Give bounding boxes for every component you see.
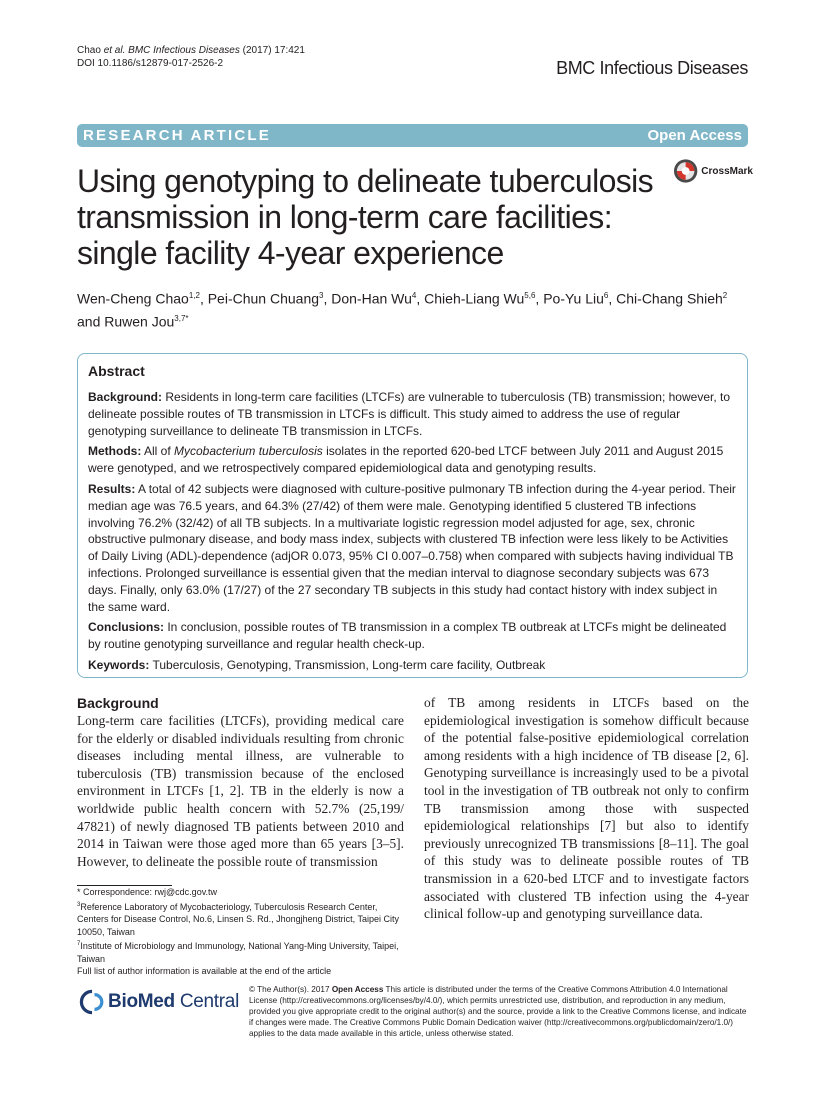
publisher-name: BioMed Central xyxy=(108,991,239,1012)
correspondence: * Correspondence: rwj@cdc.gov.tw xyxy=(77,887,218,897)
abstract-methods: Methods: All of Mycobacterium tuberculosis isolates in the reported 620-bed LTCF between July 2011 and August 2015 were genotyped, and we retrospectively compared epidemiological data and genotyping results. xyxy=(88,444,724,476)
author-name: Pei-Chun Chuang xyxy=(207,290,320,307)
author-name: Chi-Chang Shieh xyxy=(616,290,723,307)
title-line: Using genotyping to delineate tuberculosis xyxy=(77,163,654,199)
crossmark-icon xyxy=(673,158,698,184)
body-column-right xyxy=(424,694,749,923)
article-title xyxy=(77,163,677,271)
crossmark-badge[interactable] xyxy=(673,156,753,186)
publisher-logo xyxy=(79,984,239,1020)
abstract-background: Background: Residents in long-term care facilities (LTCFs) are vulnerable to tuberculosis (TB) transmission; however, to delineate possible routes of TB transmission in LTCFs is difficult. This study aimed to address the use of regular genotyping surveillance to delineate TB transmission in LTCFs. xyxy=(88,390,731,438)
biomed-central-logo-icon xyxy=(79,986,105,1018)
author-affiliation: 1,2 xyxy=(188,291,200,300)
author-affiliation: 2 xyxy=(722,291,728,300)
article-type-label: RESEARCH ARTICLE xyxy=(83,127,271,144)
author-affiliation: 5,6 xyxy=(524,291,536,300)
author-name: Po-Yu Liu xyxy=(543,290,604,307)
title-line: transmission in long-term care facilities: xyxy=(77,199,612,235)
abstract-box xyxy=(77,353,748,678)
affiliation-note: $^7$Institute of Microbiology and Immunology, National Yang-Ming University, Taipei, Taiwan xyxy=(77,941,399,964)
footnotes xyxy=(77,886,407,978)
doi[interactable]: DOI 10.1186/s12879-017-2526-2 xyxy=(77,58,224,69)
section-heading: Background xyxy=(77,695,159,711)
abstract-heading: Abstract xyxy=(88,363,145,379)
author-name: Ruwen Jou xyxy=(104,313,175,330)
author-list: Wen-Cheng Chao$^{1,2}$, Pei-Chun Chuang$^3$, Don-Han Wu$^4$, Chieh-Liang Wu$^{5,6}$, Po-Yu Liu$^6$, Chi-Chang Shieh$^2$ and Ruwen Jou$^{3,7*}$ xyxy=(77,290,728,330)
author-info-note: Full list of author information is available at the end of the article xyxy=(77,966,332,976)
open-access-label: Open Access xyxy=(647,127,742,144)
abstract-results: Results: A total of 42 subjects were diagnosed with culture-positive pulmonary TB infection during the 4-year period. Their median age was 76.5 years, and 64.3% (27/42) of them were male. Genotyping identified 5 clustered TB infections involving 76.2% (32/42) of all TB subjects. In a multivariate logistic regression model adjusted for age, sex, chronic obstructive pulmonary disease, and body mass index, subjects with clustered TB infection were less likely to be Activities of Daily Living (ADL)-dependence (adjOR 0.073, 95% CI 0.007–0.758) when compared with subjects having individual TB infections. Prolonged surveillance is essential given that the median interval to diagnose secondary subjects was 673 days. Finally, only 63.0% (17/27) of the 27 secondary TB subjects in this study had contact history with index subject in the same ward. xyxy=(88,481,736,614)
author-name: Don-Han Wu xyxy=(331,290,412,307)
abstract-keywords: Keywords: Tuberculosis, Genotyping, Transmission, Long-term care facility, Outbreak xyxy=(88,657,546,672)
author-name: Chieh-Liang Wu xyxy=(424,290,525,307)
journal-name: BMC Infectious Diseases xyxy=(556,58,748,78)
affiliation-note: $^3$Reference Laboratory of Mycobacteriology, Tuberculosis Research Center, Centers for Disease Control, No.6, Linsen S. Rd., Jhongjheng District, Taipei City 10050, Taiwan xyxy=(77,901,399,937)
title-line: single facility 4-year experience xyxy=(77,235,504,271)
author-affiliation: 3,7* xyxy=(174,313,189,323)
author-name: Wen-Cheng Chao xyxy=(77,290,189,307)
license-text: © The Author(s). 2017 Open Access This article is distributed under the terms of the Creative Commons Attribution 4.0 International License (http://creativecommons.org/licenses/by/4.0/), which permits unrestricted use, distribution, and reproduction in any medium, provided you give appropriate credit to the original author(s) and the source, provide a link to the Creative Commons license, and indicate if changes were made. The Creative Commons Public Domain Dedication waiver (http://creativecommons.org/publicdomain/zero/1.0/) applies to the data made available in this article, unless otherwise stated. xyxy=(249,985,747,1038)
author-affiliation: 4 xyxy=(411,291,417,300)
body-paragraph: of TB among residents in LTCFs based on the epidemiological investigation is somehow difficult because of the potential false-positive epidemiological correlation among residents with a high incidence of TB disease [2, 6]. Genotyping surveillance is increasingly used to be a pivotal tool in the investigation of TB outbreak not only to confirm TB transmission among those with suspected epidemiological relationships [7] but also to identify previously unrecognized TB transmissions [8–11]. The goal of this study was to delineate possible routes of TB transmission in a 620-bed LTCF and to investigate factors associated with clustered TB infection using the 4-year clinical follow-up and genotyping surveillance data. xyxy=(424,695,749,922)
author-affiliation: 6 xyxy=(603,291,609,300)
author-affiliation: 3 xyxy=(319,291,324,300)
crossmark-label: CrossMark xyxy=(701,165,753,177)
body-column-left xyxy=(77,694,404,870)
citation-line: Chao et al. BMC Infectious Diseases (2017) 17:421 xyxy=(77,45,305,56)
abstract-conclusions: Conclusions: In conclusion, possible routes of TB transmission in a complex TB outbreak at LTCFs might be delineated by routine genotyping surveillance and regular health check-up. xyxy=(88,620,727,652)
article-banner xyxy=(77,124,748,147)
body-paragraph: Long-term care facilities (LTCFs), providing medical care for the elderly or disabled individuals resulting from chronic diseases including mental illness, are vulnerable to tuberculosis (TB) transmission because of the enclosed environment in LTCFs [1, 2]. TB in the elderly is now a worldwide public health concern with 52.7% (25,199/ 47821) of newly diagnosed TB patients between 2010 and 2014 in Taiwan were those aged more than 65 years [3–5]. However, to delineate the possible route of transmission xyxy=(77,713,404,869)
citation xyxy=(77,44,305,70)
